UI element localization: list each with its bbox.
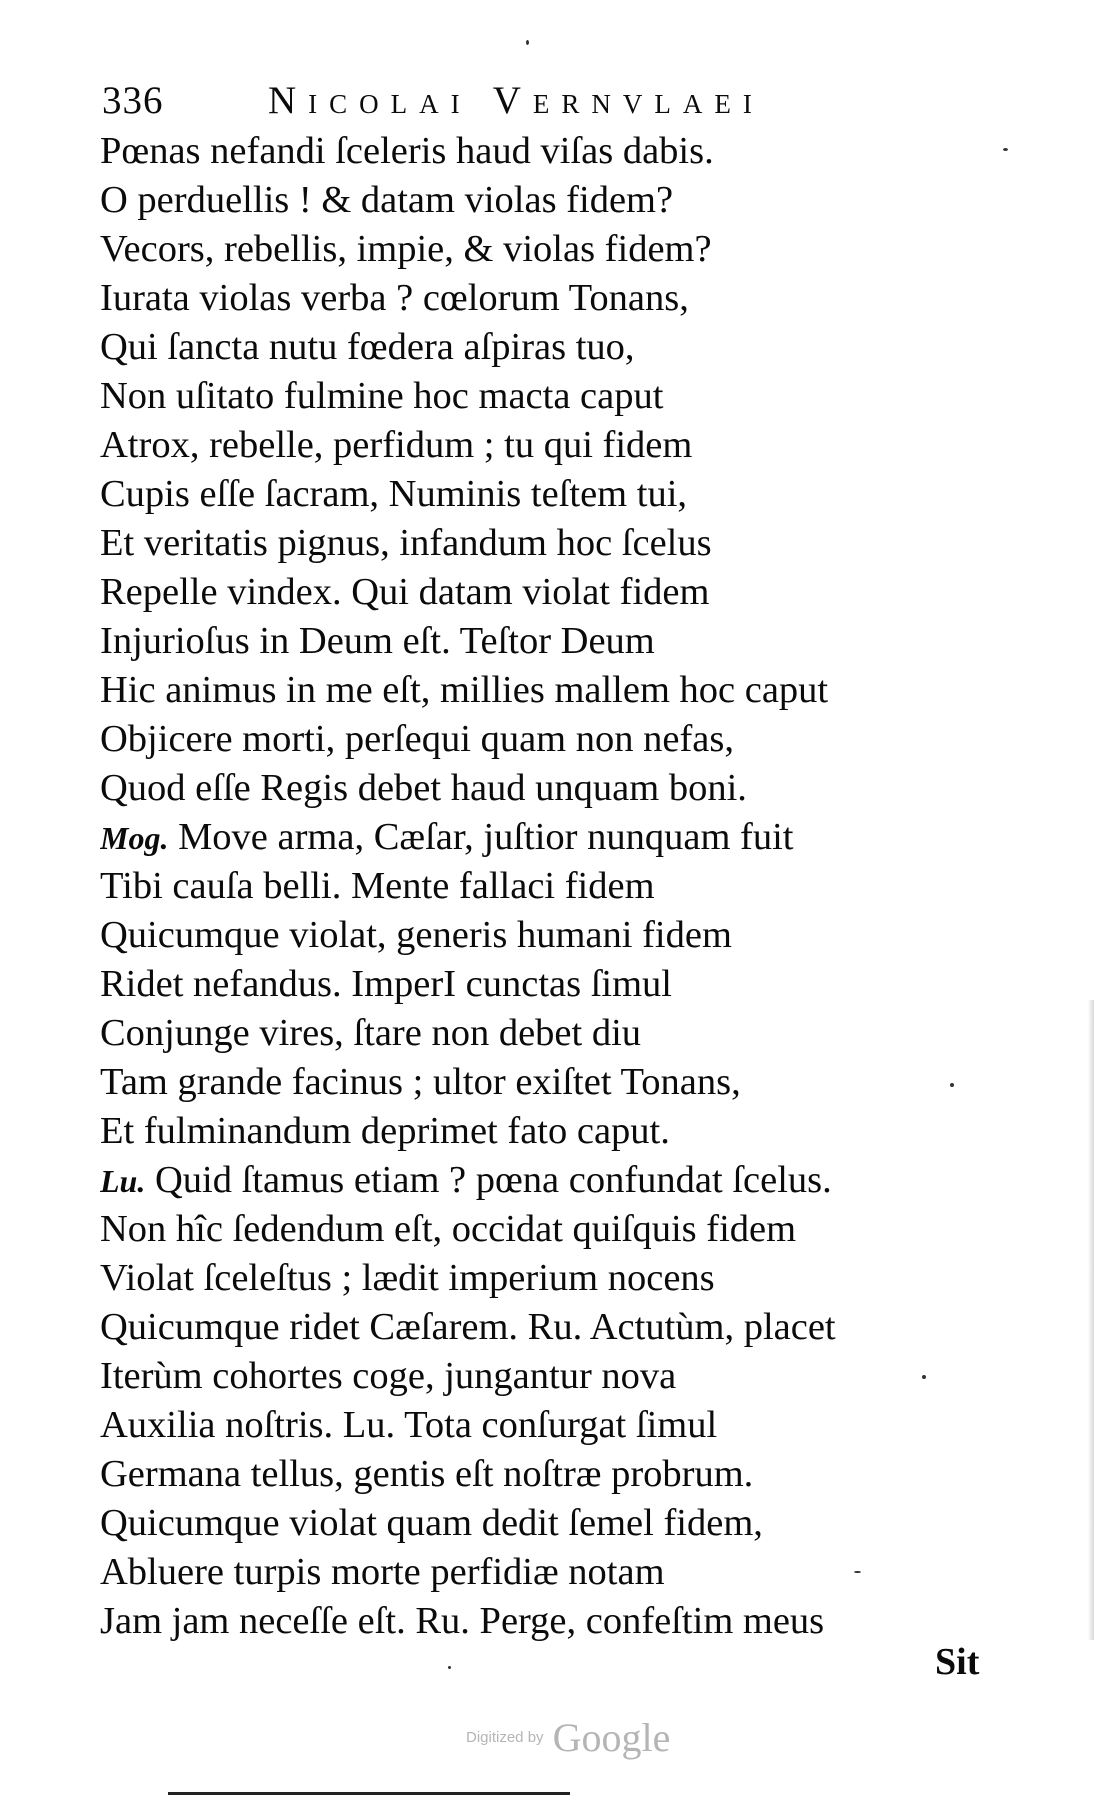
ink-speck	[950, 1083, 954, 1087]
verse-text: Quicumque ridet Cæſarem. Ru. Actutùm, placet	[100, 1306, 836, 1348]
verse-text: Move arma, Cæſar, juſtior nunquam fuit	[178, 816, 794, 858]
running-title: Nicolai Vernvlaei	[268, 79, 764, 122]
verse-line	[100, 911, 1020, 960]
verse-line	[100, 617, 1020, 666]
verse-text: Iterùm cohortes coge, jungantur nova	[100, 1355, 677, 1397]
verse-line	[100, 1058, 1020, 1107]
verse-block	[100, 127, 1020, 1646]
running-head	[102, 72, 902, 130]
verse-line	[100, 1597, 1020, 1646]
verse-text: Ridet nefandus. ImperI cunctas ſimul	[100, 963, 672, 1005]
verse-line	[100, 372, 1020, 421]
verse-line	[100, 1499, 1020, 1548]
verse-text: Non hîc ſedendum eſt, occidat quiſquis fidem	[100, 1208, 797, 1250]
verse-line	[100, 323, 1020, 372]
ink-speck	[922, 1375, 926, 1379]
verse-text: Tibi cauſa belli. Mente fallaci fidem	[100, 865, 655, 907]
verse-text: Repelle vindex. Qui datam violat fidem	[100, 571, 710, 613]
verse-text: Conjunge vires, ſtare non debet diu	[100, 1012, 642, 1054]
verse-line	[100, 1548, 1020, 1597]
verse-line	[100, 1009, 1020, 1058]
verse-text: Quicumque violat quam dedit ſemel fidem,	[100, 1502, 763, 1544]
verse-text: Auxilia noſtris. Lu. Tota conſurgat ſimul	[100, 1404, 718, 1446]
verse-line	[100, 470, 1020, 519]
verse-line	[100, 1254, 1020, 1303]
ink-speck	[448, 1666, 451, 1669]
verse-line	[100, 862, 1020, 911]
verse-line	[100, 666, 1020, 715]
verse-line	[100, 225, 1020, 274]
verse-text: Vecors, rebellis, impie, & violas fidem?	[100, 228, 712, 270]
verse-text: Objicere morti, perſequi quam non nefas,	[100, 718, 734, 760]
verse-line	[100, 813, 1020, 862]
ink-speck	[526, 40, 529, 45]
verse-text: Et veritatis pignus, infandum hoc ſcelus	[100, 522, 712, 564]
verse-text: Hic animus in me eſt, millies mallem hoc caput	[100, 669, 829, 711]
verse-text: Cupis eſſe ſacram, Numinis teſtem tui,	[100, 473, 688, 515]
verse-line	[100, 1303, 1020, 1352]
verse-text: Quicumque violat, generis humani fidem	[100, 914, 732, 956]
verse-text: Injurioſus in Deum eſt. Teſtor Deum	[100, 620, 655, 662]
verse-text: Atrox, rebelle, perfidum ; tu qui fidem	[100, 424, 693, 466]
verse-line	[100, 1450, 1020, 1499]
verse-text: Quod eſſe Regis debet haud unquam boni.	[100, 767, 747, 809]
verse-line	[100, 1156, 1020, 1205]
verse-text: Pœnas nefandi ſceleris haud viſas dabis.	[100, 130, 714, 172]
verse-line	[100, 960, 1020, 1009]
verse-line	[100, 127, 1020, 176]
ink-speck	[854, 1571, 861, 1573]
scan-edge-line	[168, 1792, 570, 1795]
page-number: 336	[102, 79, 164, 122]
verse-line	[100, 176, 1020, 225]
verse-text: Et fulminandum deprimet fato caput.	[100, 1110, 670, 1152]
verse-line	[100, 274, 1020, 323]
page-edge-shadow	[1088, 1000, 1094, 1640]
verse-line	[100, 421, 1020, 470]
verse-text: O perduellis ! & datam violas fidem?	[100, 179, 674, 221]
verse-line	[100, 715, 1020, 764]
verse-text: Qui ſancta nutu fœdera aſpiras tuo,	[100, 326, 635, 368]
verse-text: Tam grande facinus ; ultor exiſtet Tonans,	[100, 1061, 741, 1103]
digitized-watermark	[466, 1714, 706, 1760]
verse-text: Abluere turpis morte perfidiæ notam	[100, 1551, 665, 1593]
verse-line	[100, 1352, 1020, 1401]
verse-line	[100, 1401, 1020, 1450]
watermark-prefix: Digitized by	[466, 1729, 544, 1746]
verse-text: Quid ſtamus etiam ? pœna confundat ſcelus.	[154, 1159, 832, 1201]
speaker-label: Lu.	[100, 1163, 146, 1199]
verse-line	[100, 568, 1020, 617]
ink-speck	[1003, 148, 1008, 151]
verse-line	[100, 1205, 1020, 1254]
verse-line	[100, 519, 1020, 568]
verse-text: Iurata violas verba ? cœlorum Tonans,	[100, 277, 689, 319]
catchword: Sit	[935, 1641, 980, 1683]
verse-line	[100, 764, 1020, 813]
speaker-label: Mog.	[100, 820, 169, 856]
verse-text: Jam jam neceſſe eſt. Ru. Perge, confeſtim meus	[100, 1600, 825, 1642]
verse-text: Violat ſceleſtus ; lædit imperium nocens	[100, 1257, 715, 1299]
verse-line	[100, 1107, 1020, 1156]
verse-text: Germana tellus, gentis eſt noſtræ probrum.	[100, 1453, 754, 1495]
google-logo: Google	[552, 1715, 671, 1760]
verse-text: Non uſitato fulmine hoc macta caput	[100, 375, 664, 417]
